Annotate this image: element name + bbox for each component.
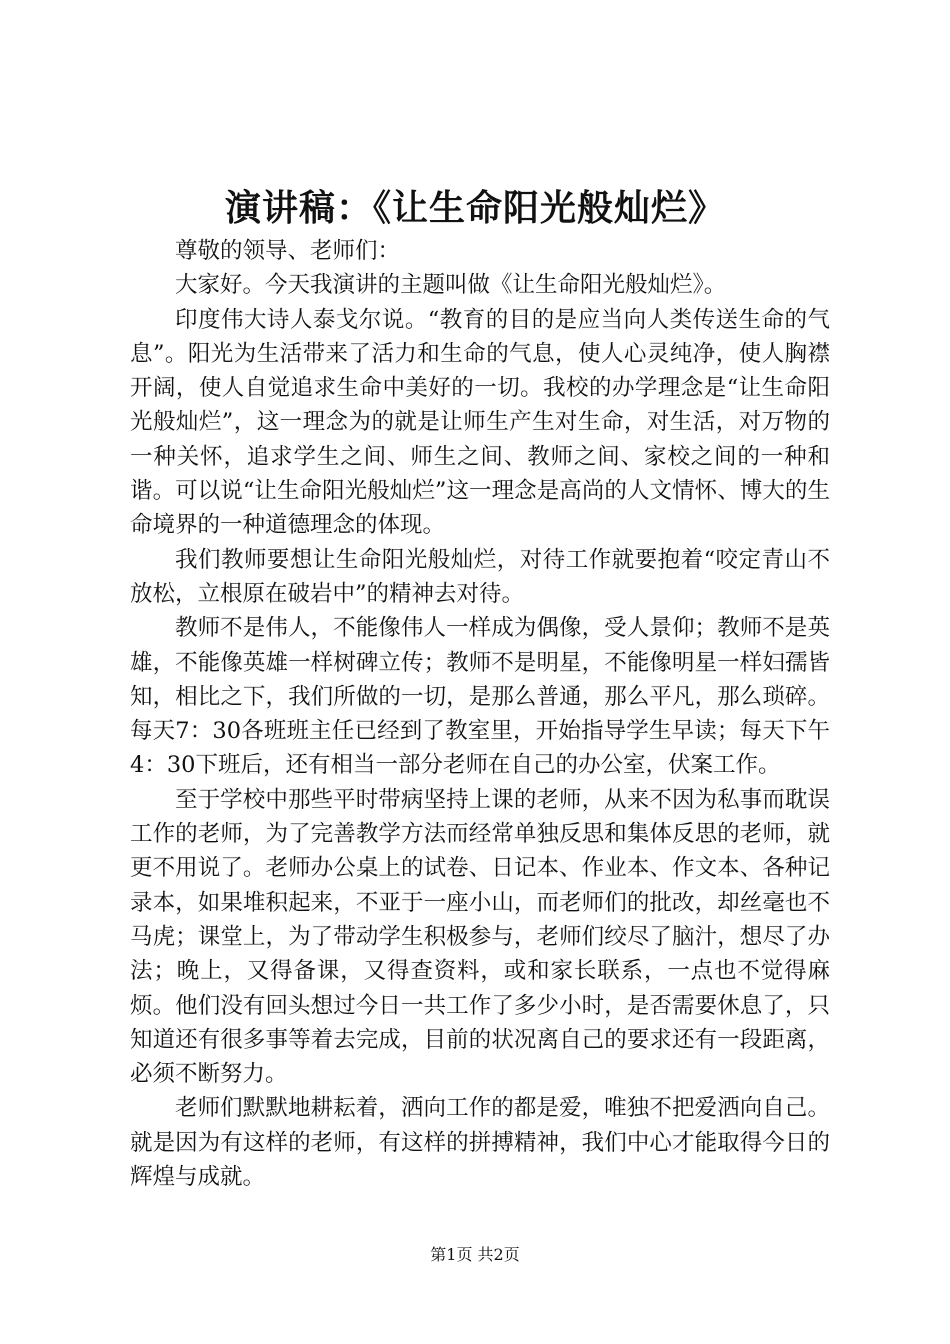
page-number-footer: 第1页 共2页 xyxy=(430,1245,520,1264)
greeting-paragraph: 大家好。今天我演讲的主题叫做《让生命阳光般灿烂》。 xyxy=(175,272,727,299)
salutation-paragraph: 尊敬的领导、老师们： xyxy=(175,238,401,264)
body-paragraph: 至于学校中那些平时带病坚持上课的老师，从来不因为私事而耽误工作的老师，为了完善教学方法而经常单独反思和集体反思的老师，就更不用说了。老师办公桌上的试卷、日记本、作业本、作文本、各种记录本，如果堆积起来，不亚于一座小山，而老师们的批改，却丝毫也不马虎；课堂上，为了带动学生积极参与，老师们绞尽了脑汁，想尽了办法；晚上，又得备课，又得查资料，或和家长联系，一点也不觉得麻烦。他们没有回头想过今日一共工作了多少小时，是否需要休息了，只知道还有很多事等着去完成，目前的状况离自己的要求还有一段距离，必须不断努力。 xyxy=(130,786,830,1088)
body-paragraph: 我们教师要想让生命阳光般灿烂，对待工作就要抱着“咬定青山不放松，立根原在破岩中”的精神去对待。 xyxy=(130,546,830,607)
body-paragraph: 印度伟大诗人泰戈尔说。“教育的目的是应当向人类传送生命的气息”。阳光为生活带来了活力和生命的气息，使人心灵纯净，使人胸襟开阔，使人自觉追求生命中美好的一切。我校的办学理念是“让生命阳光般灿烂”，这一理念为的就是让师生产生对生命，对生活，对万物的一种关怀，追求学生之间、师生之间、教师之间、家校之间的一种和谐。可以说“让生命阳光般灿烂”这一理念是高尚的人文情怀、博大的生命境界的一种道德理念的体现。 xyxy=(130,306,830,539)
page-title: 演讲稿：《让生命阳光般灿烂》 xyxy=(224,187,725,229)
body-paragraph: 老师们默默地耕耘着，洒向工作的都是爱，唯独不把爱洒向自己。就是因为有这样的老师，有这样的拼搏精神，我们中心才能取得今日的辉煌与成就。 xyxy=(130,1095,830,1191)
document-body xyxy=(130,234,830,1194)
body-paragraph: 教师不是伟人，不能像伟人一样成为偶像，受人景仰；教师不是英雄，不能像英雄一样树碑立传；教师不是明星，不能像明星一样妇孺皆知，相比之下，我们所做的一切，是那么普通，那么平凡，那么琐碎。每天7：30各班班主任已经到了教室里，开始指导学生早读；每天下午4：30下班后，还有相当一部分老师在自己的办公室，伏案工作。 xyxy=(130,615,830,779)
